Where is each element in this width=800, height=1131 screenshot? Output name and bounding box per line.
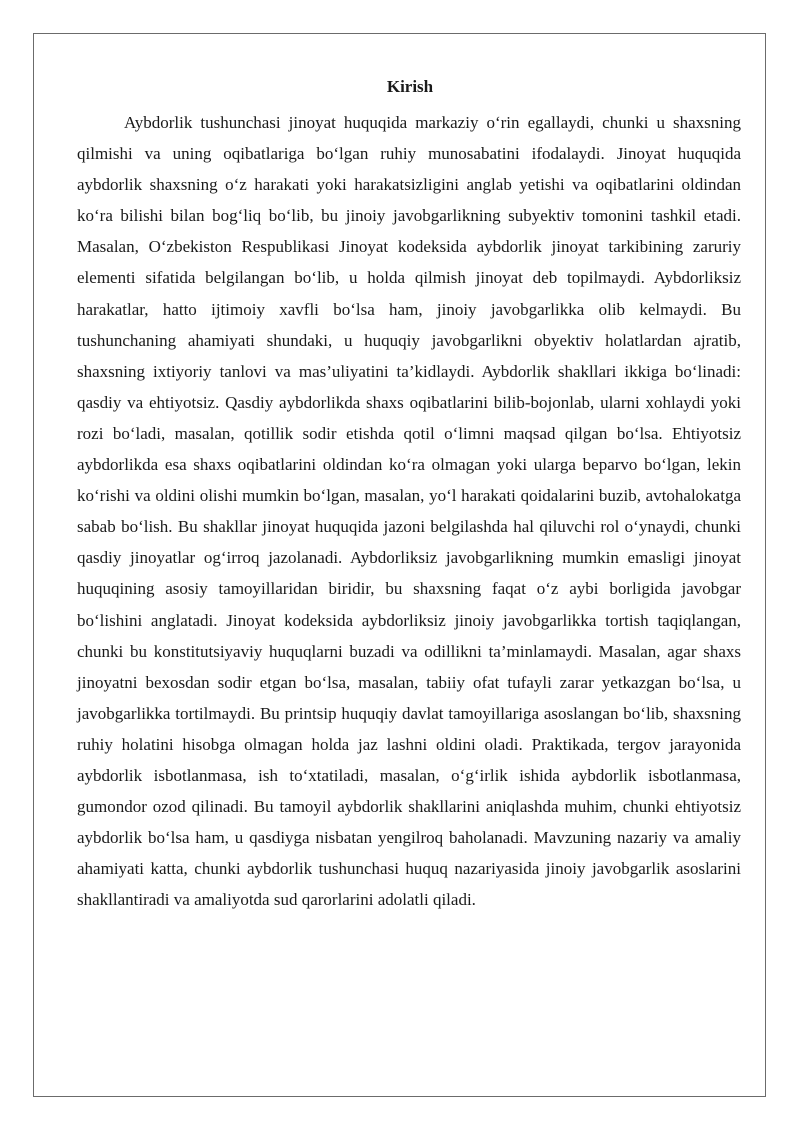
section-title: Kirish bbox=[386, 77, 434, 96]
body-paragraph: Aybdorlik tushunchasi jinoyat huquqida markaziy o‘rin egallaydi, chunki u shaxsning qilmishi va uning oqibatlariga bo‘lgan ruhiy munosabatini ifodalaydi. Jinoyat huquqida aybdorlik shaxsning o‘z harakati yoki harakatsizligini anglab yetishi va oqibatlarini oldindan ko‘ra bilishi bilan bog‘liq bo‘lib, bu jinoiy javobgarlikning subyektiv tomonini tashkil etadi. Masalan, O‘zbekiston Respublikasi Jinoyat kodeksida aybdorlik jinoyat tarkibining zaruriy elementi sifatida belgilangan bo‘lib, u holda qilmish jinoyat deb topilmaydi. Aybdorliksiz harakatlar, hatto ijtimoiy xavfli bo‘lsa ham, jinoiy javobgarlikka olib kelmaydi. Bu tushunchaning ahamiyati shundaki, u huquqiy javobgarlikni obyektiv holatlardan ajratib, shaxsning ixtiyoriy tanlovi va mas’uliyatini ta’kidlaydi. Aybdorlik shakllari ikkiga bo‘linadi: qasdiy va ehtiyotsiz. Qasdiy aybdorlikda shaxs oqibatlarini bilib-bojonlab, ularni xohlaydi yoki rozi bo‘ladi, masalan, qotillik sodir etishda qotil o‘limni maqsad qilgan bo‘lsa. Ehtiyotsiz aybdorlikda esa shaxs oqibatlarini oldindan ko‘ra olmagan yoki ularga beparvo bo‘lgan, lekin ko‘rishi va oldini olishi mumkin bo‘lgan, masalan, yo‘l harakati qoidalarini buzib, avtohalokatga sabab bo‘lish. Bu shakllar jinoyat huquqida jazoni belgilashda hal qiluvchi rol o‘ynaydi, chunki qasdiy jinoyatlar og‘irroq jazolanadi. Aybdorliksiz javobgarlikning mumkin emasligi jinoyat huquqining asosiy tamoyillaridan biridir, bu shaxsning faqat o‘z aybi borligida javobgar bo‘lishini anglatadi. Jinoyat kodeksida aybdorliksiz jinoiy javobgarlikka tortish taqiqlangan, chunki bu konstitutsiyaviy huquqlarni buzadi va odillikni ta’minlamaydi. Masalan, agar shaxs jinoyatni bexosdan sodir etgan bo‘lsa, masalan, tabiiy ofat tufayli zarar yetkazgan bo‘lsa, u javobgarlikka tortilmaydi. Bu printsip huquqiy davlat tamoyillariga asoslangan bo‘lib, shaxsning ruhiy holatini hisobga olmagan holda jaz lashni oldini oladi. Praktikada, tergov jarayonida aybdorlik isbotlanmasa, ish to‘xtatiladi, masalan, o‘g‘irlik ishida aybdorlik isbotlanmasa, gumondor ozod qilinadi. Bu tamoyil aybdorlik shakllarini aniqlashda muhim, chunki ehtiyotsiz aybdorlik bo‘lsa ham, u qasdiyga nisbatan yengilroq baholanadi. Mavzuning nazariy va amaliy ahamiyati katta, chunki aybdorlik tushunchasi huquq nazariyasida jinoiy javobgarlik asoslarini shakllantiradi va amaliyotda sud qarorlarini adolatli qiladi. bbox=[77, 113, 741, 910]
